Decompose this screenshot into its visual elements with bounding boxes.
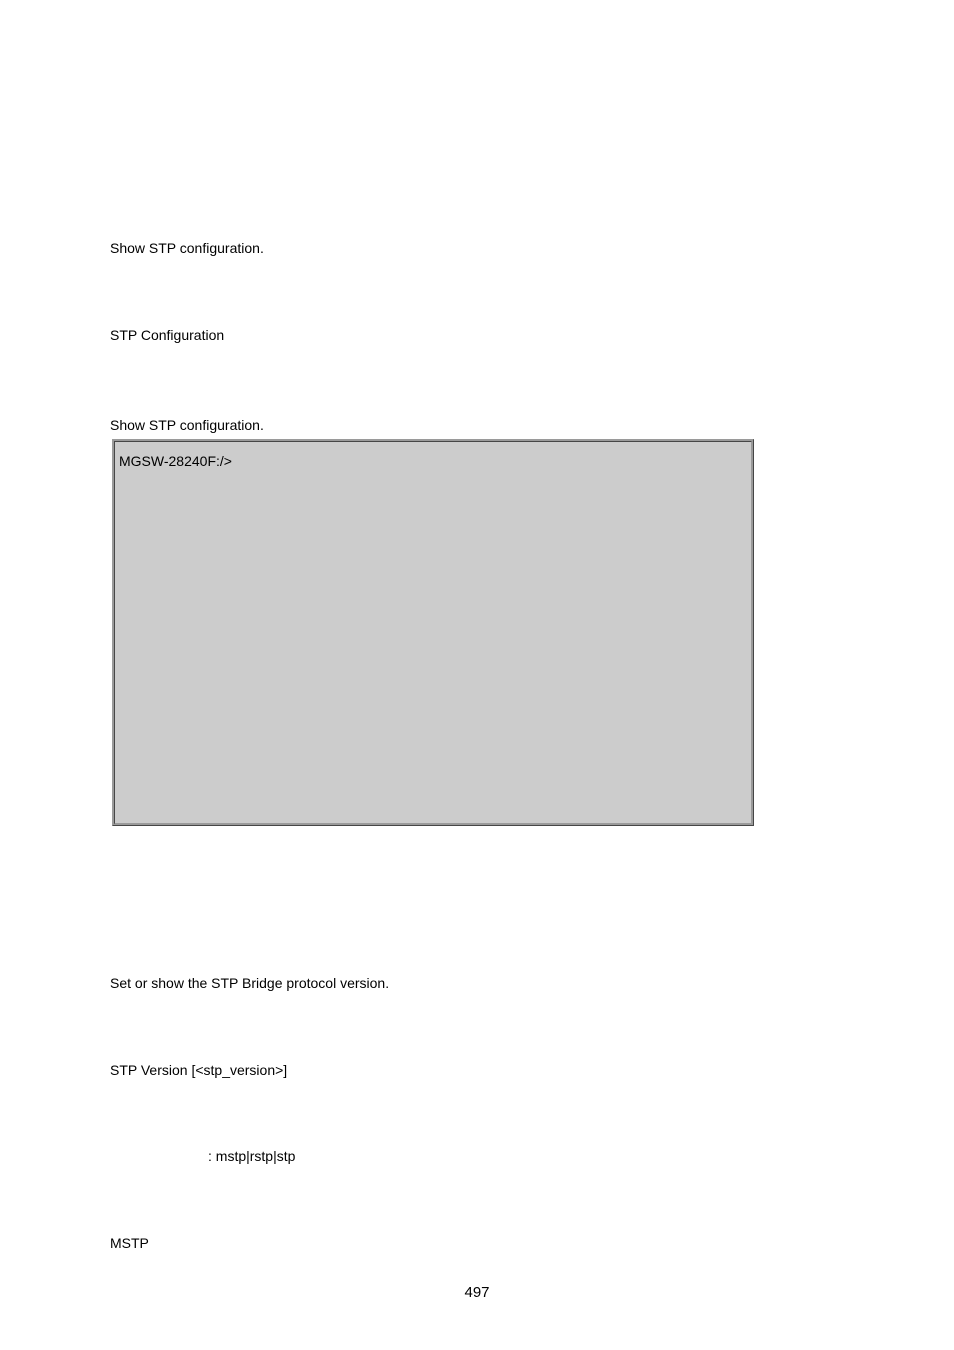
stp-version-parameter-value: : mstp|rstp|stp [208, 1148, 296, 1164]
stp-configuration-description: Show STP configuration. [110, 240, 264, 256]
stp-version-syntax: STP Version [<stp_version>] [110, 1062, 288, 1078]
stp-version-description: Set or show the STP Bridge protocol version. [110, 975, 390, 991]
page-number: 497 [464, 1284, 490, 1301]
terminal-prompt: MGSW-28240F:/> [119, 453, 232, 469]
stp-configuration-syntax: STP Configuration [110, 327, 225, 343]
stp-version-default: MSTP [110, 1235, 149, 1251]
stp-configuration-example-caption: Show STP configuration. [110, 417, 264, 433]
terminal-example-box [112, 439, 754, 826]
